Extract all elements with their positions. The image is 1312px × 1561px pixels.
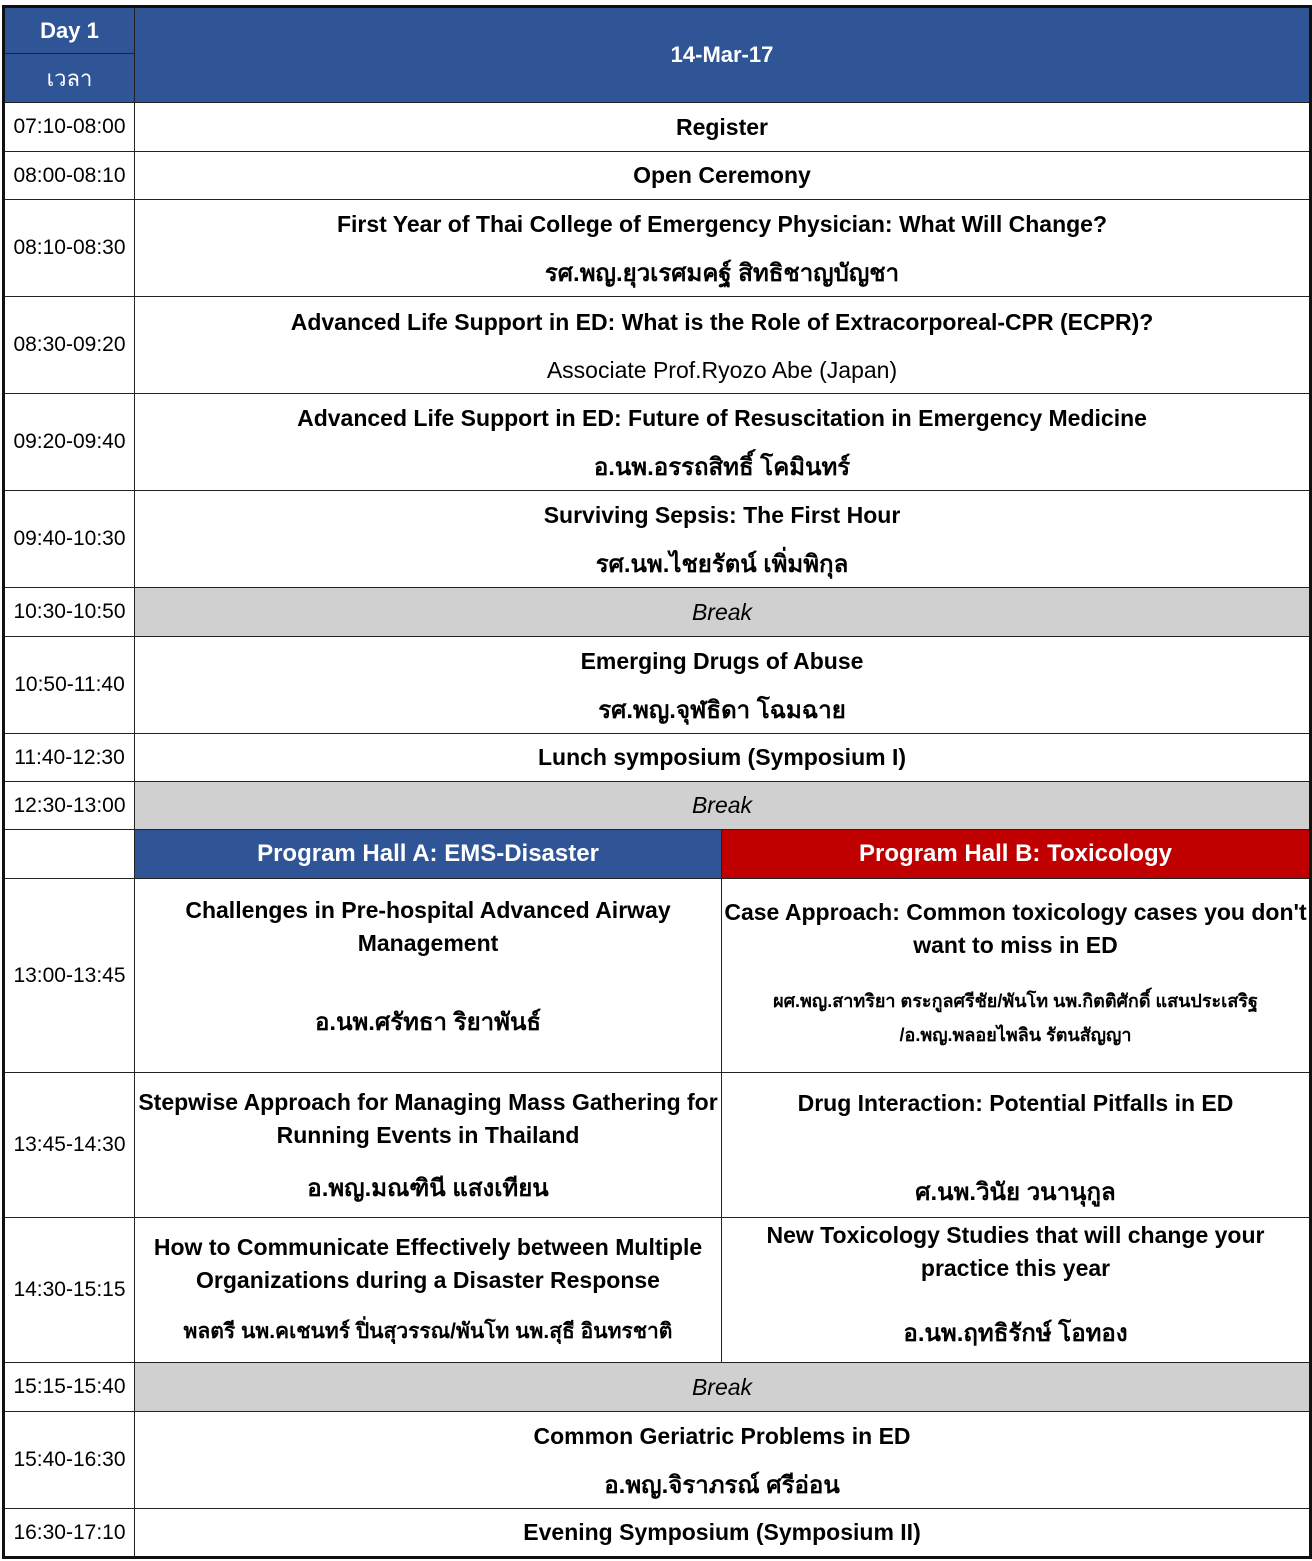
session-title: Case Approach: Common toxicology cases you don't want to miss in ED bbox=[724, 898, 1307, 958]
time-column-label: เวลา bbox=[4, 54, 135, 103]
time-cell: 12:30-13:00 bbox=[4, 782, 135, 830]
speaker: รศ.พญ.ยุวเรศมคฐ์ สิทธิชาญบัญชา bbox=[544, 259, 900, 287]
table-row bbox=[4, 1363, 1311, 1412]
table-row bbox=[4, 152, 1311, 200]
speaker: อ.นพ.ศรัทธา ริยาพันธ์ bbox=[314, 1008, 542, 1036]
session-cell bbox=[135, 200, 1311, 297]
day-label: Day 1 bbox=[4, 7, 135, 54]
break-cell: Break bbox=[135, 588, 1311, 637]
session-title: Open Ceremony bbox=[135, 152, 1311, 200]
table-row bbox=[4, 1509, 1311, 1558]
speaker: อ.นพ.ฤทธิรักษ์ โอทอง bbox=[903, 1320, 1128, 1347]
session-cell bbox=[135, 491, 1311, 588]
speaker: ศ.นพ.วินัย วนานุกูล bbox=[915, 1179, 1116, 1206]
table-row bbox=[4, 200, 1311, 297]
speaker: ผศ.พญ.สาทริยา ตระกูลศรีชัย/พันโท นพ.กิตติศักดิ์ แสนประเสริฐ bbox=[773, 990, 1258, 1011]
time-cell: 13:45-14:30 bbox=[4, 1073, 135, 1218]
table-row bbox=[4, 1412, 1311, 1509]
time-cell: 08:30-09:20 bbox=[4, 297, 135, 394]
time-cell: 15:40-16:30 bbox=[4, 1412, 135, 1509]
break-cell: Break bbox=[135, 1363, 1311, 1412]
session-cell bbox=[135, 394, 1311, 491]
session-title: Emerging Drugs of Abuse bbox=[580, 647, 864, 674]
speaker: อ.นพ.อรรถสิทธิ์ โคมินทร์ bbox=[593, 453, 851, 481]
hall-b-session bbox=[722, 1218, 1311, 1363]
session-title: Evening Symposium (Symposium II) bbox=[135, 1509, 1311, 1558]
table-row bbox=[4, 588, 1311, 637]
speaker: รศ.นพ.ไชยรัตน์ เพิ่มพิกุล bbox=[595, 550, 849, 578]
hall-a-session bbox=[135, 1073, 722, 1218]
table-row bbox=[4, 394, 1311, 491]
time-cell: 09:20-09:40 bbox=[4, 394, 135, 491]
session-cell bbox=[135, 1412, 1311, 1509]
header-row bbox=[4, 7, 1311, 54]
session-title: Drug Interaction: Potential Pitfalls in ED bbox=[797, 1090, 1234, 1116]
hall-a-session bbox=[135, 1218, 722, 1363]
table-row bbox=[4, 103, 1311, 152]
table-row bbox=[4, 1073, 1311, 1218]
time-cell: 15:15-15:40 bbox=[4, 1363, 135, 1412]
table-row bbox=[4, 1218, 1311, 1363]
time-cell: 13:00-13:45 bbox=[4, 879, 135, 1073]
hall-b-session bbox=[722, 1073, 1311, 1218]
schedule-table bbox=[2, 5, 1312, 1559]
hall-header-row bbox=[4, 830, 1311, 879]
table-row bbox=[4, 734, 1311, 782]
session-title: First Year of Thai College of Emergency Physician: What Will Change? bbox=[336, 210, 1108, 237]
speaker: รศ.พญ.จุฬธิดา โฉมฉาย bbox=[598, 696, 846, 724]
time-cell: 10:50-11:40 bbox=[4, 637, 135, 734]
time-cell: 08:10-08:30 bbox=[4, 200, 135, 297]
empty-cell bbox=[4, 830, 135, 879]
time-cell: 08:00-08:10 bbox=[4, 152, 135, 200]
speaker: Associate Prof.Ryozo Abe (Japan) bbox=[546, 356, 898, 383]
session-title: Challenges in Pre-hospital Advanced Airway Management bbox=[185, 896, 671, 956]
time-cell: 11:40-12:30 bbox=[4, 734, 135, 782]
table-row bbox=[4, 491, 1311, 588]
time-cell: 09:40-10:30 bbox=[4, 491, 135, 588]
hall-b-session bbox=[722, 879, 1311, 1073]
speaker: /อ.พญ.พลอยไพลิน รัตนสัญญา bbox=[899, 1024, 1132, 1045]
break-cell: Break bbox=[135, 782, 1311, 830]
session-title: Common Geriatric Problems in ED bbox=[533, 1422, 911, 1449]
speaker: อ.พญ.จิราภรณ์ ศรีอ่อน bbox=[604, 1471, 840, 1499]
session-title: Surviving Sepsis: The First Hour bbox=[543, 501, 901, 528]
time-cell: 16:30-17:10 bbox=[4, 1509, 135, 1558]
session-title: How to Communicate Effectively between Multiple Organizations during a Disaster Response bbox=[153, 1234, 703, 1293]
session-title: Lunch symposium (Symposium I) bbox=[135, 734, 1311, 782]
hall-a-session bbox=[135, 879, 722, 1073]
table-row bbox=[4, 879, 1311, 1073]
session-cell bbox=[135, 297, 1311, 394]
speaker: อ.พญ.มณฑินี แสงเทียน bbox=[307, 1175, 549, 1202]
session-title: Stepwise Approach for Managing Mass Gathering for Running Events in Thailand bbox=[138, 1089, 718, 1148]
session-title: Advanced Life Support in ED: What is the Role of Extracorporeal-CPR (ECPR)? bbox=[290, 308, 1154, 335]
speaker: พลตรี นพ.คเชนทร์ ปิ่นสุวรรณ/พันโท นพ.สุธี อินทรชาติ bbox=[183, 1320, 673, 1343]
session-title: New Toxicology Studies that will change your practice this year bbox=[766, 1222, 1265, 1281]
time-cell: 07:10-08:00 bbox=[4, 103, 135, 152]
session-cell bbox=[135, 637, 1311, 734]
hall-a-header: Program Hall A: EMS-Disaster bbox=[135, 830, 722, 879]
session-title: Register bbox=[135, 103, 1311, 152]
hall-b-header: Program Hall B: Toxicology bbox=[722, 830, 1311, 879]
table-row bbox=[4, 782, 1311, 830]
table-row bbox=[4, 637, 1311, 734]
table-row bbox=[4, 297, 1311, 394]
session-title: Advanced Life Support in ED: Future of Resuscitation in Emergency Medicine bbox=[297, 404, 1147, 431]
time-cell: 14:30-15:15 bbox=[4, 1218, 135, 1363]
time-cell: 10:30-10:50 bbox=[4, 588, 135, 637]
date-header: 14-Mar-17 bbox=[135, 7, 1311, 103]
